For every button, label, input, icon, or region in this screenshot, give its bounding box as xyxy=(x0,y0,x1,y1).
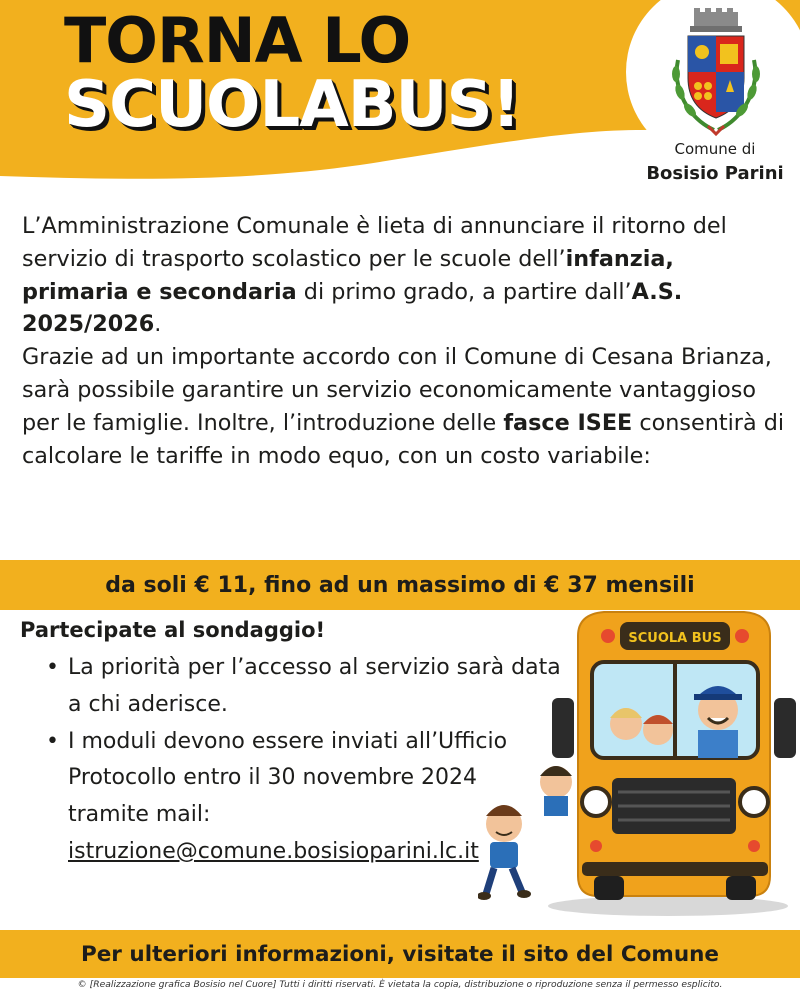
municipal-crest-icon xyxy=(664,8,768,138)
headline-line-1: TORNA LO xyxy=(64,4,411,77)
header-banner xyxy=(0,0,800,200)
comune-label: Comune di xyxy=(674,140,756,158)
bus-sign: SCUOLA BUS xyxy=(628,631,722,646)
intro-p1-school-year: A.S. 2025/2026 xyxy=(22,278,683,338)
price-band xyxy=(0,560,800,610)
survey-title: Partecipate al sondaggio! xyxy=(20,618,326,642)
footer-band xyxy=(0,930,800,978)
comune-name: Bosisio Parini xyxy=(646,163,784,184)
price-text: da soli € 11, fino ad un massimo di € 37 mensili xyxy=(105,572,695,598)
headline-line-2: SCUOLABUS! xyxy=(64,68,520,142)
footer-text: Per ulteriori informazioni, visitate il sito del Comune xyxy=(80,941,720,967)
email-link[interactable]: istruzione@comune.bosisioparini.lc.it xyxy=(68,838,479,864)
intro-p1-part-c: di primo grado, a partire dall’ xyxy=(296,278,632,305)
bullet-modules-text: I moduli devono essere inviati all’Ufficio Protocollo entro il 30 novembre 2024 tramite mail: xyxy=(68,728,508,828)
copyright-notice: © [Realizzazione grafica Bosisio nel Cuore] Tutti i diritti riservati. È vietata la copia, distribuzione o riproduzione senza il permesso esplicito. xyxy=(77,979,723,990)
bullet-priority-text: La priorità per l’accesso al servizio sarà data a chi aderisce. xyxy=(68,655,561,717)
intro-p2-part-c: consentirà di calcolare le tariffe in modo equo, con un costo variabile: xyxy=(22,409,785,469)
intro-p1-part-a: L’Amministrazione Comunale è lieta di annunciare il ritorno del servizio di trasporto scolastico per le scuole dell’ xyxy=(22,213,727,272)
intro-p2-part-a: Grazie ad un importante accordo con il Comune di Cesana Brianza, sarà possibile garantire un servizio economicamente vantaggioso per le famiglie. Inoltre, l’introduzione delle xyxy=(22,344,772,436)
intro-p2-isee: fasce ISEE xyxy=(503,409,633,436)
intro-text xyxy=(22,210,786,472)
intro-p1-school-levels: infanzia, primaria e secondaria xyxy=(22,245,674,305)
intro-paragraph-2 xyxy=(22,341,786,472)
school-bus-illustration xyxy=(478,606,800,928)
intro-p1-part-e: . xyxy=(154,311,162,338)
intro-paragraph-1 xyxy=(22,210,786,341)
